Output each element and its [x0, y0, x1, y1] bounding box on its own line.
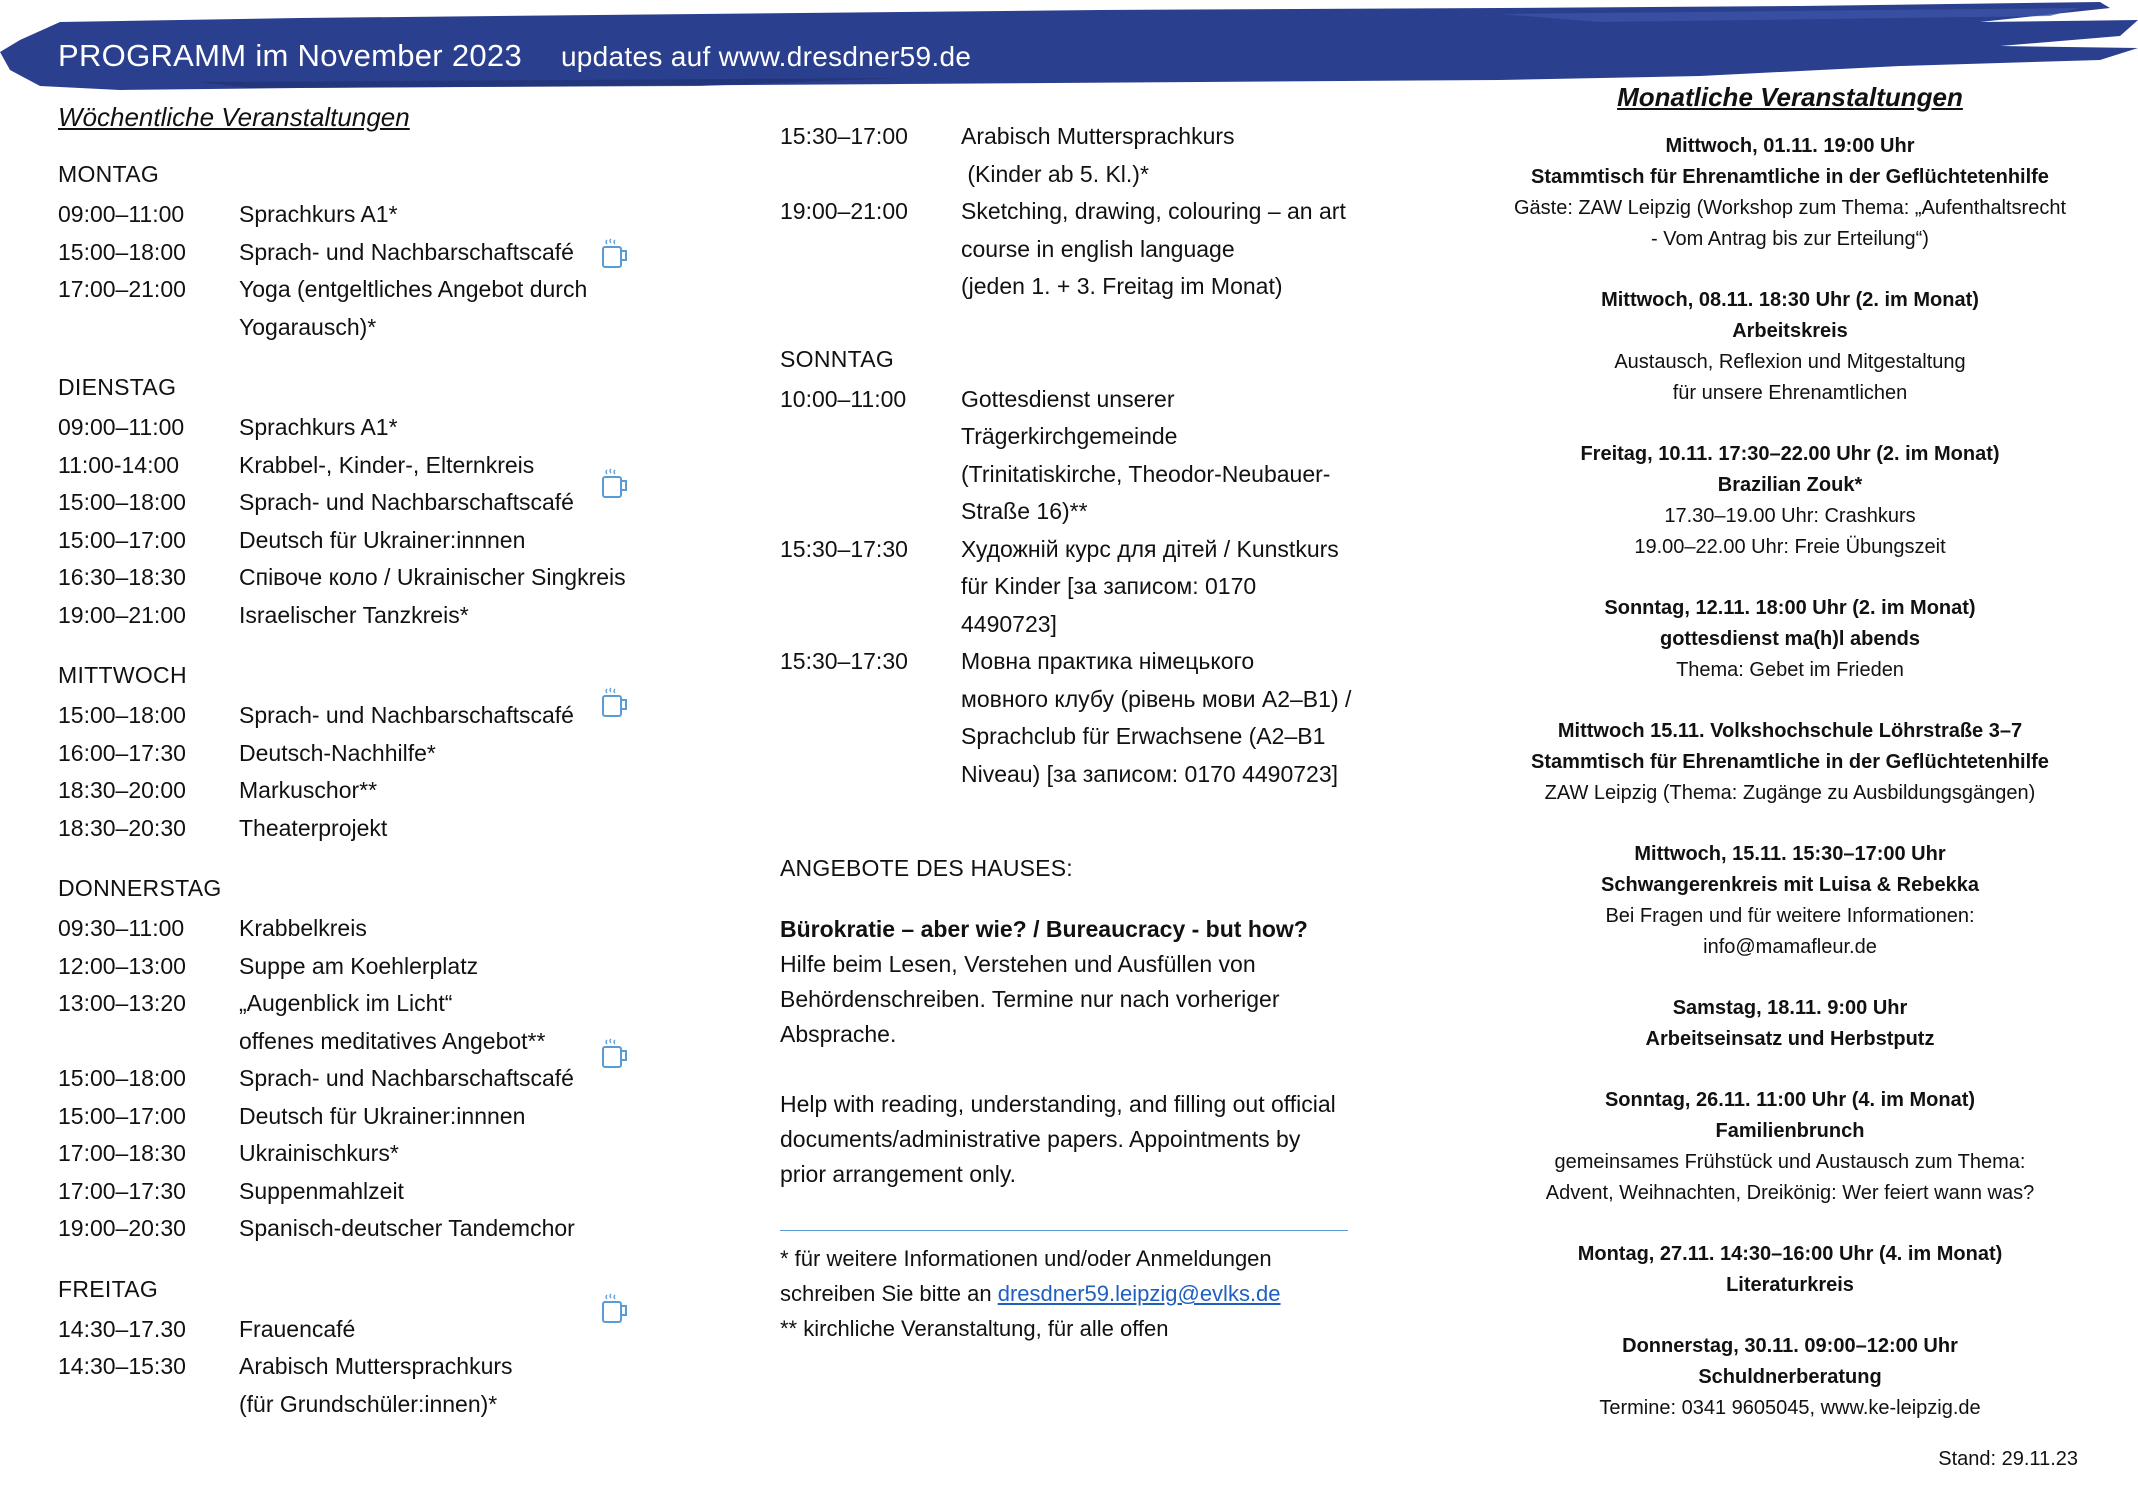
monthly-event-detail: Thema: Gebet im Frieden [1676, 659, 1904, 681]
event-time: 18:30–20:00 [58, 777, 186, 803]
monthly-event-detail: 19.00–22.00 Uhr: Freie Übungszeit [1634, 536, 1946, 558]
event-row [780, 193, 1380, 306]
event-time: 15:30–17:30 [780, 648, 908, 674]
event-row [58, 948, 678, 986]
event-title: Художній курс для дітей / Kunstkurs [961, 535, 1339, 562]
event-time: 17:00–18:30 [58, 1140, 186, 1166]
event-row [780, 531, 1380, 644]
monthly-event-date: Mittwoch 15.11. Volkshochschule Löhrstraße 3–7 [1557, 720, 2023, 742]
monthly-event-date: Freitag, 10.11. 17:30–22.00 Uhr (2. im Monat) [1580, 443, 2000, 465]
coffee-cup-icon [598, 466, 632, 500]
event-title: Deutsch-Nachhilfe* [239, 739, 436, 766]
monthly-event-title: Stammtisch für Ehrenamtliche in der Geflüchtetenhilfe [1531, 751, 2049, 773]
monthly-event-title: Arbeitseinsatz und Herbstputz [1645, 1028, 1935, 1050]
day-heading-friday: FREITAG [58, 1275, 159, 1302]
event-time: 09:00–11:00 [58, 414, 185, 440]
event-row [58, 1210, 678, 1248]
monthly-event [1480, 1331, 2100, 1424]
monthly-event-detail: Bei Fragen und für weitere Informationen: [1605, 905, 1975, 927]
event-title-cont: (für Grundschüler:innen)* [239, 1390, 498, 1417]
monthly-event-date: Sonntag, 26.11. 11:00 Uhr (4. im Monat) [1604, 1089, 1976, 1111]
event-title: Gottesdienst unserer [961, 385, 1175, 412]
event-title: Sprach- und Nachbarschaftscafé [239, 489, 574, 515]
event-title: Markuschor** [239, 777, 378, 803]
footnote-double-star: ** kirchliche Veranstaltung, für alle offen [780, 1316, 1169, 1341]
monthly-event-title: Brazilian Zouk* [1717, 474, 1863, 496]
event-title-cont: (jeden 1. + 3. Freitag im Monat) [961, 273, 1283, 299]
coffee-cup-icon [598, 685, 632, 719]
event-title: Sprach- und Nachbarschaftscafé [239, 1065, 574, 1091]
buerokratie-title: Bürokratie – aber wie? / Bureaucracy - but how? [780, 916, 1308, 942]
event-row [58, 1135, 678, 1173]
monthly-event [1480, 593, 2100, 686]
updates-link-text[interactable]: updates auf www.dresdner59.de [560, 41, 972, 72]
monthly-event-detail: Termine: 0341 9605045, www.ke-leipzig.de [1599, 1397, 1981, 1419]
event-time: 18:30–20:30 [58, 814, 186, 841]
event-row [58, 447, 678, 485]
event-title-cont: мовного клубу (рівень мови А2–В1) / [961, 685, 1352, 712]
email-link[interactable]: dresdner59.leipzig@evlks.de [997, 1281, 1281, 1306]
monthly-event-date: Sonntag, 12.11. 18:00 Uhr (2. im Monat) [1604, 597, 1976, 619]
monthly-event [1480, 285, 2100, 409]
weekly-column [58, 100, 678, 1423]
event-title: Sketching, drawing, colouring – an art [961, 198, 1346, 224]
footnote-divider [780, 1230, 1348, 1231]
event-row [58, 1311, 678, 1349]
day-heading-thursday: DONNERSTAG [58, 875, 222, 901]
event-title-cont: 4490723] [961, 610, 1057, 637]
footnote-contact [780, 1276, 1380, 1311]
monthly-event-date: Mittwoch, 08.11. 18:30 Uhr (2. im Monat) [1601, 289, 1979, 311]
event-time: 15:00–18:00 [58, 489, 186, 515]
event-row [58, 1348, 678, 1423]
event-time: 15:00–17:00 [58, 1102, 186, 1129]
buerokratie-en-line: documents/administrative papers. Appointments by [780, 1126, 1301, 1152]
event-row [58, 735, 678, 773]
monthly-event [1480, 716, 2100, 809]
event-row [58, 1060, 678, 1098]
monthly-event-date: Samstag, 18.11. 9:00 Uhr [1672, 997, 1908, 1019]
event-title-cont: für Kinder [за записом: 0170 [961, 573, 1257, 599]
event-title: Deutsch für Ukrainer:innnen [239, 526, 526, 553]
event-time: 16:00–17:30 [58, 739, 186, 766]
event-row [58, 810, 678, 848]
monthly-event [1480, 839, 2100, 963]
event-title: Israelischer Tanzkreis* [239, 601, 469, 628]
event-row [58, 697, 678, 735]
event-time: 15:00–18:00 [58, 238, 186, 265]
event-row [780, 118, 1380, 193]
event-title: Yoga (entgeltliches Angebot durch [239, 276, 588, 302]
event-title-cont: (Kinder ab 5. Kl.)* [961, 160, 1149, 187]
event-time: 15:00–18:00 [58, 702, 186, 728]
event-time: 15:00–17:00 [58, 526, 186, 553]
monthly-event-detail: 17.30–19.00 Uhr: Crashkurs [1664, 505, 1916, 527]
event-title-cont: Sprachclub für Erwachsene (A2–B1 [961, 723, 1326, 749]
event-title-cont: Yogarausch)* [239, 313, 377, 340]
event-title: Suppe am Koehlerplatz [239, 952, 479, 979]
header-title [58, 38, 971, 74]
event-title-cont: offenes meditatives Angebot** [239, 1027, 546, 1054]
event-time: 14:30–17.30 [58, 1315, 186, 1342]
event-time: 17:00–17:30 [58, 1177, 186, 1204]
event-time: 19:00–21:00 [58, 601, 186, 628]
event-time: 09:00–11:00 [58, 201, 185, 227]
monthly-event-title: gottesdienst ma(h)l abends [1659, 628, 1921, 650]
angebote-heading: ANGEBOTE DES HAUSES: [780, 855, 1073, 881]
event-title: Krabbelkreis [239, 915, 367, 941]
event-time: 14:30–15:30 [58, 1353, 186, 1379]
event-row [58, 1173, 678, 1211]
buerokratie-de-line: Behördenschreiben. Termine nur nach vorheriger [780, 986, 1280, 1012]
monthly-event-detail: für unsere Ehrenamtlichen [1672, 382, 1908, 404]
stand-date: Stand: 29.11.23 [1938, 1448, 2078, 1470]
footnote-contact-text: schreiben Sie bitte an [780, 1281, 998, 1306]
monthly-event [1480, 439, 2100, 563]
monthly-event-title: Familienbrunch [1715, 1120, 1865, 1142]
monthly-event [1480, 1239, 2100, 1301]
event-title: Arabisch Muttersprachkurs [961, 123, 1235, 149]
event-time: 16:30–18:30 [58, 564, 186, 590]
coffee-cup-icon [598, 1036, 632, 1070]
day-heading-tuesday: DIENSTAG [58, 374, 177, 400]
event-title: Theaterprojekt [239, 814, 388, 841]
event-title: Sprachkurs A1* [239, 414, 398, 440]
event-title: Frauencafé [239, 1315, 356, 1342]
event-title: Deutsch für Ukrainer:innnen [239, 1102, 526, 1129]
event-time: 19:00–20:30 [58, 1215, 186, 1241]
event-row [58, 1098, 678, 1136]
event-time: 15:30–17:00 [780, 123, 908, 149]
day-heading-monday: MONTAG [58, 161, 160, 187]
monthly-event [1480, 131, 2100, 255]
event-title: Sprach- und Nachbarschaftscafé [239, 238, 574, 265]
event-row [58, 234, 678, 272]
footnote-single-star: * für weitere Informationen und/oder Anmeldungen [780, 1246, 1272, 1271]
monthly-event-list [1480, 131, 2100, 1424]
event-time: 13:00–13:20 [58, 990, 186, 1016]
monthly-event-title: Schuldnerberatung [1698, 1366, 1882, 1388]
event-row [58, 772, 678, 810]
event-time: 15:30–17:30 [780, 535, 908, 562]
event-row [58, 522, 678, 560]
event-row [780, 381, 1380, 531]
event-row [58, 910, 678, 948]
monthly-event-detail: - Vom Antrag bis zur Erteilung“) [1651, 228, 1929, 250]
event-title: Sprachkurs A1* [239, 201, 398, 227]
monthly-event-date: Donnerstag, 30.11. 09:00–12:00 Uhr [1622, 1335, 1958, 1357]
event-title-cont: (Trinitatiskirche, Theodor-Neubauer- [961, 460, 1331, 487]
monthly-event-title: Arbeitskreis [1732, 320, 1848, 342]
monthly-event [1480, 993, 2100, 1055]
event-row [58, 271, 678, 346]
buerokratie-de-line: Hilfe beim Lesen, Verstehen und Ausfüllen von [780, 951, 1256, 977]
coffee-cup-icon [598, 1291, 632, 1325]
event-title-cont: course in english language [961, 235, 1235, 262]
monthly-event-date: Montag, 27.11. 14:30–16:00 Uhr (4. im Monat) [1577, 1243, 2003, 1265]
program-title: PROGRAMM im November 2023 [58, 38, 523, 73]
monthly-column [1480, 82, 2100, 1424]
coffee-cup-icon [598, 236, 632, 270]
monthly-event-detail: ZAW Leipzig (Thema: Zugänge zu Ausbildungsgängen) [1544, 782, 2036, 804]
event-row [58, 597, 678, 635]
buerokratie-en-line: Help with reading, understanding, and filling out official [780, 1091, 1336, 1117]
middle-column [780, 118, 1380, 1346]
event-title: Arabisch Muttersprachkurs [239, 1353, 513, 1379]
monthly-event-title: Literaturkreis [1726, 1274, 1854, 1296]
buerokratie-en-line: prior arrangement only. [780, 1161, 1017, 1187]
event-time: 19:00–21:00 [780, 198, 908, 224]
monthly-event-title: Stammtisch für Ehrenamtliche in der Geflüchtetenhilfe [1531, 166, 2049, 188]
event-time: 15:00–18:00 [58, 1065, 186, 1091]
monthly-event-detail: Gäste: ZAW Leipzig (Workshop zum Thema: „Aufenthaltsrecht [1513, 197, 2067, 219]
event-title: Suppenmahlzeit [239, 1177, 404, 1204]
monthly-event-date: Mittwoch, 15.11. 15:30–17:00 Uhr [1634, 843, 1946, 865]
event-title: Мовна практика німецького [961, 648, 1255, 674]
event-row [58, 484, 678, 522]
event-row [58, 409, 678, 447]
monthly-event-detail: Austausch, Reflexion und Mitgestaltung [1614, 351, 1966, 373]
event-time: 09:30–11:00 [58, 915, 185, 941]
event-title-cont: Trägerkirchgemeinde [961, 423, 1178, 449]
buerokratie-de-line: Absprache. [780, 1021, 897, 1047]
event-row [58, 559, 678, 597]
day-heading-wednesday: MITTWOCH [58, 662, 187, 688]
event-time: 17:00–21:00 [58, 276, 186, 302]
event-title-cont: Straße 16)** [961, 498, 1088, 524]
event-title: Sprach- und Nachbarschaftscafé [239, 702, 574, 728]
day-heading-sunday: SONNTAG [780, 345, 895, 372]
event-time: 12:00–13:00 [58, 952, 186, 979]
event-time: 10:00–11:00 [780, 385, 907, 412]
monthly-event-date: Mittwoch, 01.11. 19:00 Uhr [1665, 135, 1915, 157]
event-title: „Augenblick im Licht“ [239, 990, 453, 1016]
monthly-event-detail: Advent, Weihnachten, Dreikönig: Wer feiert wann was? [1545, 1182, 2035, 1204]
monthly-event [1480, 1085, 2100, 1209]
event-title-cont: Niveau) [за записом: 0170 4490723] [961, 760, 1339, 787]
event-title: Spanisch-deutscher Tandemchor [239, 1215, 575, 1241]
event-row [780, 643, 1380, 793]
event-title: Ukrainischkurs* [239, 1140, 399, 1166]
event-title: Співоче коло / Ukrainischer Singkreis [239, 564, 626, 590]
monthly-heading: Monatliche Veranstaltungen [1617, 82, 1963, 112]
event-row [58, 196, 678, 234]
event-title: Krabbel-, Kinder-, Elternkreis [239, 451, 535, 478]
monthly-event-detail: gemeinsames Frühstück und Austausch zum Thema: [1554, 1151, 2026, 1173]
monthly-event-detail: info@mamafleur.de [1703, 936, 1877, 958]
weekly-heading: Wöchentliche Veranstaltungen [58, 102, 410, 132]
event-row [58, 985, 678, 1060]
monthly-event-title: Schwangerenkreis mit Luisa & Rebekka [1601, 874, 1979, 896]
event-time: 11:00-14:00 [58, 451, 180, 478]
